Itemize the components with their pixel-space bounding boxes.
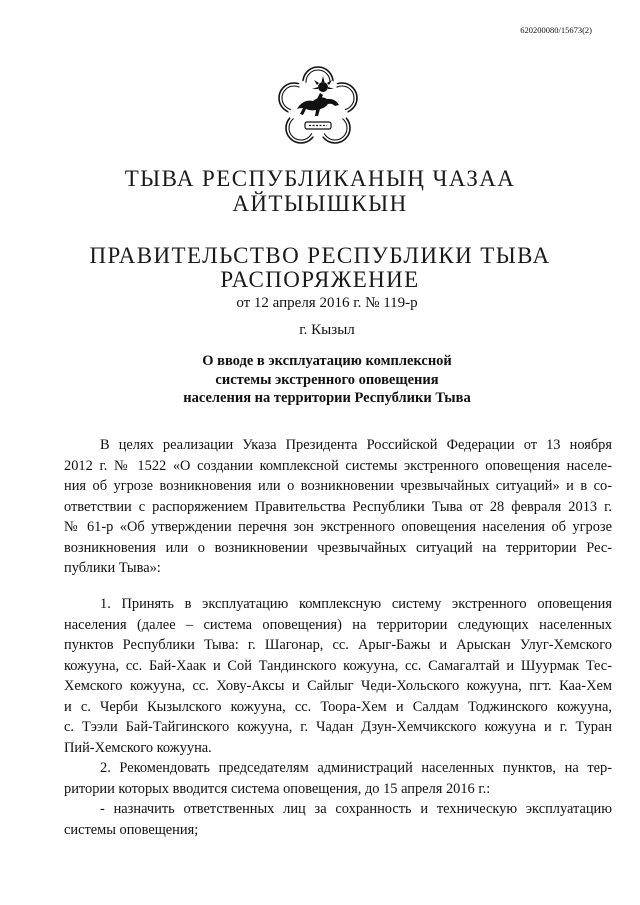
tuvan-title-line2: АЙТЫЫШКЫН xyxy=(232,191,408,216)
subject-line: населения на территории Республики Тыва xyxy=(183,390,471,406)
text-line: В целях реализации Указа Президента Российской Федерации от 13 ноября xyxy=(100,437,612,453)
document-number: 620200080/15673(2) xyxy=(520,25,592,35)
russian-title-line2: РАСПОРЯЖЕНИЕ xyxy=(220,267,420,292)
item-2-subitem-line: системы оповещения; xyxy=(64,821,199,838)
items-section xyxy=(64,594,612,840)
document-date-number: от 12 апреля 2016 г. № 119-р xyxy=(236,295,418,311)
subject-line: О вводе в эксплуатацию комплексной xyxy=(202,353,452,369)
item-2-line: ритории которых вводится система оповещения, до 15 апреля 2016 г.: xyxy=(64,780,491,797)
text-line: публики Тыва»: xyxy=(64,560,161,576)
text-line: ния об угрозе возникновения или о возникновении чрезвычайных ситуаций» и в со- xyxy=(64,478,612,494)
item-1-line: Пий-Хемского кожууна. xyxy=(64,739,212,756)
item-1-line: и с. Черби Кызылского кожууна, сс. Тоора-Хем и Салдам Тоджинского кожууна, xyxy=(64,698,612,715)
item-1-line: с. Тээли Бай-Тайгинского кожууна, г. Чадан Дзун-Хемчикского кожууна и г. Туран xyxy=(64,719,612,735)
text-line: ответствии с распоряжением Правительства Республики Тыва от 28 февраля 2013 г. xyxy=(64,498,612,515)
document-subject xyxy=(0,352,640,408)
item-1-line: населения (далее – система оповещения) на территории следующих населенных xyxy=(64,616,612,633)
item-2-subitem-line: - назначить ответственных лиц за сохранность и техническую эксплуатацию xyxy=(100,801,612,817)
russian-title-line1: ПРАВИТЕЛЬСТВО РЕСПУБЛИКИ ТЫВА xyxy=(89,243,551,268)
tuvan-title-line1: ТЫВА РЕСПУБЛИКАНЫҢ ЧАЗАА xyxy=(124,166,516,191)
preamble-paragraph xyxy=(64,435,612,579)
subject-line: системы экстренного оповещения xyxy=(215,371,439,388)
text-line: № 61-р «Об утверждении перечня зон экстренного оповещения населения об угрозе xyxy=(64,519,612,535)
item-1-line: Хемского кожууна, сс. Хову-Аксы и Сайлыг Чеди-Хольского кожууна, пгт. Каа-Хем xyxy=(64,678,612,694)
document-city: г. Кызыл xyxy=(299,322,355,338)
item-1-line: пунктов Республики Тыва: г. Шагонар, сс. Арыг-Бажы и Арыскан Улуг-Хемского xyxy=(64,637,612,653)
item-1-line: кожууна, сс. Бай-Хаак и Сой Тандинского кожууна, сс. Самагалтай и Шуурмак Тес- xyxy=(64,657,612,674)
item-1-line: 1. Принять в эксплуатацию комплексную систему экстренного оповещения xyxy=(100,596,612,612)
text-line: 2012 г. № 1522 «О создании комплексной системы экстренного оповещения населе- xyxy=(64,457,612,474)
text-line: возникновения или о возникновении чрезвычайных ситуаций на территории Рес- xyxy=(64,539,612,556)
tuva-coat-of-arms-icon xyxy=(271,62,365,156)
item-2-line: 2. Рекомендовать председателям администраций населенных пунктов, на тер- xyxy=(100,760,612,776)
